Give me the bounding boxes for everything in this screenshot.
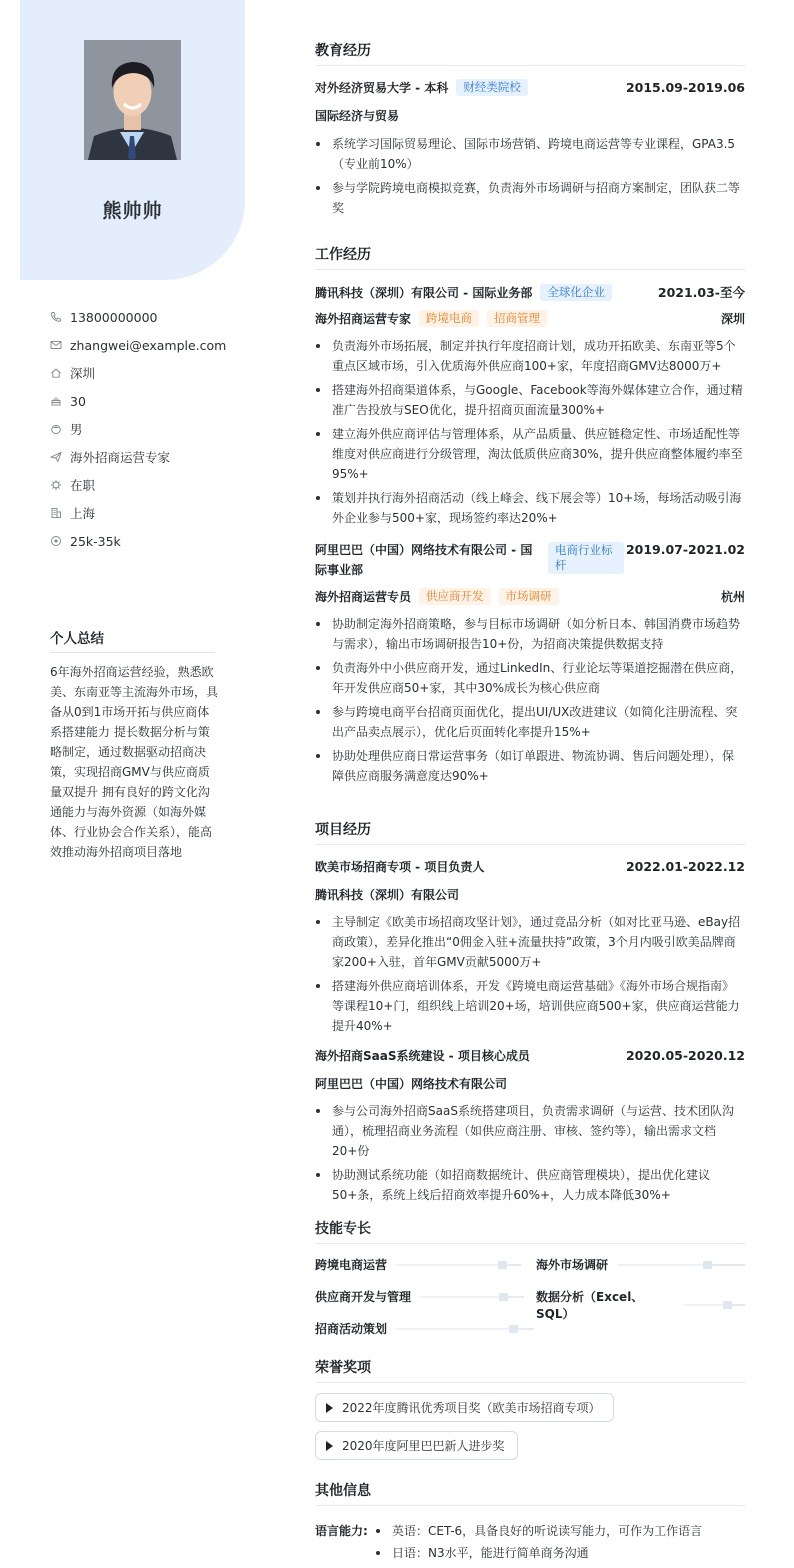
info-status (50, 471, 250, 499)
other-title: 其他信息 (315, 1480, 745, 1506)
job-head (315, 540, 745, 580)
project-name: 海外招商SaaS系统建设 - 项目核心成员 (315, 1049, 530, 1063)
job-city: 杭州 (720, 590, 745, 604)
job-company-tag: 全球化企业 (540, 284, 612, 301)
list-item: 日语：N3水平，能进行简单商务沟通 (375, 1543, 702, 1563)
awards-section (315, 1357, 745, 1467)
skill-level-bar (685, 1304, 745, 1306)
job-tag: 市场调研 (499, 588, 559, 605)
info-city-text: 上海 (70, 506, 96, 521)
list-item: 协助制定海外招商策略，参与目标市场调研（如分析日本、韩国消费市场趋势与需求），输出市场调研报告10+份，为招商决策提供数据支持 (315, 614, 745, 654)
education-head (315, 79, 745, 96)
gender-icon (50, 423, 62, 435)
work-section (315, 244, 745, 790)
project-date: 2020.05-2020.12 (625, 1048, 745, 1063)
list-item: 策划并执行海外招商活动（线上峰会、线下展会等）10+场，每场活动吸引海外企业参与500+家，现场签约率达20%+ (315, 488, 745, 528)
list-item: 搭建海外供应商培训体系，开发《跨境电商运营基础》《海外市场合规指南》等课程10+门，组织线上培训20+场，培训供应商500+家，供应商运营能力提升40%+ (315, 976, 745, 1036)
summary-text: 6年海外招商运营经验，熟悉欧美、东南亚等主流海外市场，具备从0到1市场开拓与供应商体系搭建能力 提长数据分析与策略制定，通过数据驱动招商决策，实现招商GMV与供应商质量双提升 拥有良好的跨文化沟通能力与海外资源（如海外媒体、行业协会合作关系），能高效推动海外招商项目落地 (50, 665, 219, 859)
list-item: 系统学习国际贸易理论、国际市场营销、跨境电商运营等专业课程，GPA3.5（专业前10%） (315, 134, 745, 174)
skill-name: 海外市场调研 (536, 1258, 609, 1272)
project-date: 2022.01-2022.12 (625, 859, 745, 874)
list-item: 参与跨境电商平台招商页面优化，提出UI/UX改进建议（如简化注册流程、突出产品卖点展示），优化后页面转化率提升15%+ (315, 702, 745, 742)
info-position (50, 443, 250, 471)
list-item: 建立海外供应商评估与管理体系，从产品质量、供应链稳定性、市场适配性等维度对供应商进行分级管理，淘汰低质供应商30%，提升供应商整体履约率至95%+ (315, 424, 745, 484)
skills-section (315, 1218, 745, 1338)
education-school: 对外经济贸易大学 - 本科 (315, 81, 449, 95)
skill-level-knob (723, 1301, 732, 1309)
info-phone-text: 13800000000 (70, 309, 158, 325)
skill-level-bar (397, 1328, 534, 1330)
education-section (315, 40, 745, 222)
job-city: 深圳 (720, 312, 745, 326)
job-tag: 供应商开发 (419, 588, 491, 605)
job-date: 2019.07-2021.02 (625, 542, 745, 557)
project-org: 阿里巴巴（中国）网络技术有限公司 (315, 1077, 508, 1091)
skill-name: 供应商开发与管理 (315, 1290, 412, 1304)
list-item: 主导制定《欧美市场招商攻坚计划》，通过竞品分析（如对比亚马逊、eBay招商政策），差异化推出“0佣金入驻+流量扶持”政策，3个月内吸引欧美品牌商家200+入驻，首年GMV贡献5000万+ (315, 912, 745, 972)
skill-item (315, 1288, 524, 1305)
list-item: 负责海外市场拓展，制定并执行年度招商计划，成功开拓欧美、东南亚等5个重点区域市场，引入优质海外供应商100+家，年度招商GMV达8000万+ (315, 336, 745, 376)
skill-item (315, 1320, 534, 1337)
job-date: 2021.03-至今 (657, 285, 745, 300)
work-title: 工作经历 (315, 244, 745, 270)
award-item[interactable] (315, 1393, 614, 1422)
info-phone (50, 303, 250, 331)
language-label: 语言能力: (315, 1524, 368, 1538)
skill-level-knob (498, 1261, 507, 1269)
summary-title: 个人总结 (50, 627, 215, 653)
info-email-text: zhangwei@example.com (70, 337, 227, 353)
cake-icon (50, 395, 62, 407)
info-salary (50, 527, 250, 555)
contact-info-list (50, 303, 250, 555)
skill-item (536, 1288, 745, 1322)
education-title: 教育经历 (315, 40, 745, 66)
info-salary-text: 25k-35k (70, 533, 121, 549)
list-item: 协助测试系统功能（如招商数据统计、供应商管理模块），提出优化建议50+条，系统上线后招商效率提升60%+，人力成本降低30%+ (315, 1165, 745, 1205)
language-row (315, 1521, 745, 1567)
play-icon (326, 1441, 333, 1451)
project-org: 腾讯科技（深圳）有限公司 (315, 888, 460, 902)
skill-level-knob (499, 1293, 508, 1301)
project-head (315, 858, 745, 875)
project-bullets (315, 912, 745, 1036)
home-icon (50, 367, 62, 379)
info-location (50, 359, 250, 387)
award-item[interactable] (315, 1431, 518, 1460)
education-major: 国际经济与贸易 (315, 109, 400, 123)
info-city (50, 499, 250, 527)
project-bullets (315, 1101, 745, 1205)
skill-name: 数据分析（Excel、SQL） (536, 1290, 644, 1321)
job-company: 阿里巴巴（中国）网络技术有限公司 - 国际事业部 (315, 543, 533, 577)
award-text: 2022年度腾讯优秀项目奖（欧美市场招商专项） (342, 1401, 601, 1415)
job-bullets (315, 336, 745, 528)
job-role-row (315, 588, 745, 605)
list-item: 参与学院跨境电商模拟竞赛，负责海外市场调研与招商方案制定，团队获二等奖 (315, 178, 745, 218)
info-age-text: 30 (70, 393, 86, 409)
sidebar (0, 0, 265, 1568)
language-list (375, 1521, 702, 1567)
skill-level-bar (618, 1264, 745, 1266)
list-item: 参与公司海外招商SaaS系统搭建项目，负责需求调研（与运营、技术团队沟通），梳理招商业务流程（如供应商注册、审核、签约等），输出需求文档20+份 (315, 1101, 745, 1161)
education-date: 2015.09-2019.06 (625, 80, 745, 95)
education-bullets (315, 134, 745, 218)
job-role: 海外招商运营专家 (315, 312, 412, 326)
awards-title: 荣誉奖项 (315, 1357, 745, 1383)
job-company: 腾讯科技（深圳）有限公司 - 国际业务部 (315, 285, 533, 300)
job-role-row (315, 310, 745, 327)
skill-level-bar (397, 1264, 521, 1266)
info-gender (50, 415, 250, 443)
status-icon (50, 479, 62, 491)
job-head (315, 283, 745, 301)
project-name: 欧美市场招商专项 - 项目负责人 (315, 860, 485, 874)
play-icon (326, 1403, 333, 1413)
send-icon (50, 451, 62, 463)
skill-item (315, 1256, 521, 1273)
skill-item (536, 1256, 745, 1273)
list-item: 英语：CET-6，具备良好的听说读写能力，可作为工作语言 (375, 1521, 702, 1541)
award-text: 2020年度阿里巴巴新人进步奖 (342, 1439, 505, 1453)
skills-title: 技能专长 (315, 1218, 745, 1244)
education-tag: 财经类院校 (456, 79, 528, 96)
info-age (50, 387, 250, 415)
skill-level-knob (703, 1261, 712, 1269)
profile-card (20, 0, 245, 280)
job-role: 海外招商运营专员 (315, 590, 412, 604)
job-tag: 跨境电商 (419, 310, 479, 327)
skill-name: 招商活动策划 (315, 1322, 388, 1336)
list-item: 负责海外中小供应商开发，通过LinkedIn、行业论坛等渠道挖掘潜在供应商，年开发供应商50+家，其中30%成长为核心供应商 (315, 658, 745, 698)
other-section (315, 1480, 745, 1567)
project-head (315, 1047, 745, 1064)
skill-name: 跨境电商运营 (315, 1258, 388, 1272)
info-status-text: 在职 (70, 478, 96, 493)
job-tag: 招商管理 (487, 310, 547, 327)
info-email (50, 331, 250, 359)
phone-icon (50, 311, 62, 323)
projects-section (315, 819, 745, 1209)
skill-level-bar (421, 1296, 524, 1298)
info-gender-text: 男 (70, 422, 83, 437)
salary-icon (50, 535, 62, 547)
mail-icon (50, 339, 62, 351)
job-company-tag: 电商行业标杆 (548, 542, 624, 574)
job-bullets (315, 614, 745, 786)
list-item: 协助处理供应商日常运营事务（如订单跟进、物流协调、售后问题处理），保障供应商服务满意度达90%+ (315, 746, 745, 786)
building-icon (50, 507, 62, 519)
avatar (84, 40, 181, 160)
projects-title: 项目经历 (315, 819, 745, 845)
candidate-name: 熊帅帅 (102, 200, 163, 222)
list-item: 搭建海外招商渠道体系，与Google、Facebook等海外媒体建立合作，通过精准广告投放与SEO优化，提升招商页面流量300%+ (315, 380, 745, 420)
skill-level-knob (509, 1325, 518, 1333)
info-location-text: 深圳 (70, 366, 96, 381)
info-position-text: 海外招商运营专家 (70, 450, 171, 465)
